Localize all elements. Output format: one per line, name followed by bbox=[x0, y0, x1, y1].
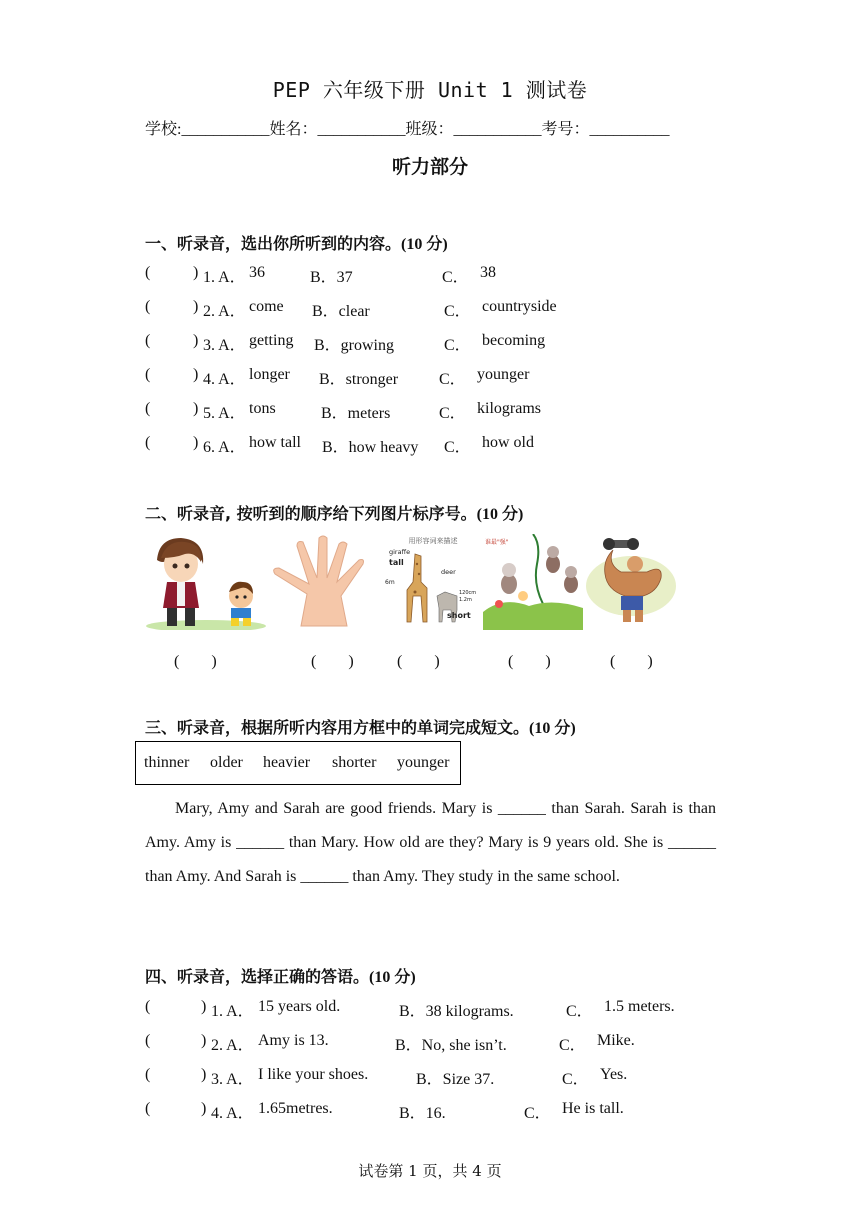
option-b: B．37 bbox=[310, 269, 353, 286]
option-a: 15 years old. bbox=[258, 998, 341, 1015]
option-a: getting bbox=[249, 332, 294, 349]
question-number: 6. A． bbox=[203, 439, 246, 456]
option-c: 1.5 meters. bbox=[604, 998, 675, 1015]
answer-paren-close: ) bbox=[193, 434, 199, 451]
height-120cm-label: 120cm bbox=[459, 590, 477, 596]
option-c-label: C． bbox=[444, 337, 471, 354]
section4-heading-text: 四、听录音，选择正确的答语。 bbox=[145, 967, 370, 986]
answer-paren-close: ) bbox=[193, 332, 199, 349]
picture-answer-2: ( ) bbox=[311, 653, 354, 670]
answer-paren-open: ( bbox=[145, 366, 151, 383]
option-a: how tall bbox=[249, 434, 301, 451]
option-b: B．No, she isn’t. bbox=[395, 1037, 507, 1054]
answer-paren-open: ( bbox=[145, 264, 151, 281]
deer-label: deer bbox=[441, 568, 456, 576]
giraffe-label: giraffe bbox=[389, 548, 411, 556]
picture-header-text: 用形容词来描述 bbox=[408, 537, 458, 545]
answer-paren-close: ) bbox=[201, 1066, 207, 1083]
option-b: B．38 kilograms. bbox=[399, 1003, 514, 1020]
option-c-label: C． bbox=[559, 1037, 586, 1054]
word-bank-box bbox=[135, 741, 461, 785]
option-a: Amy is 13. bbox=[258, 1032, 329, 1049]
option-c-label: C． bbox=[439, 405, 466, 422]
answer-paren-open: ( bbox=[145, 998, 151, 1015]
option-c-label: C． bbox=[524, 1105, 551, 1122]
section4-heading bbox=[145, 964, 416, 987]
option-c: countryside bbox=[482, 298, 557, 315]
tall-label: tall bbox=[389, 558, 404, 567]
option-b: B．stronger bbox=[319, 371, 399, 388]
answer-paren-close: ) bbox=[201, 1100, 207, 1117]
cloze-passage: Mary, Amy and Sarah are good friends. Mary is ______ than Sarah. Sarah is than Amy. Amy is ______ than Mary. How old are they? Mary is 9 years old. She is ______ than Amy. And Sarah is ______ than Amy. They study in the same school. bbox=[145, 800, 716, 885]
answer-paren-close: ) bbox=[193, 400, 199, 417]
question-number: 1. A． bbox=[211, 1003, 254, 1020]
option-b: B．meters bbox=[321, 405, 391, 422]
option-c: younger bbox=[477, 366, 530, 383]
tall-boy-and-kid-image bbox=[145, 534, 267, 630]
section1-points: (10 分) bbox=[401, 236, 448, 253]
option-c: how old bbox=[482, 434, 534, 451]
question-number: 1. A． bbox=[203, 269, 246, 286]
question-number: 3. A． bbox=[211, 1071, 254, 1088]
answer-paren-open: ( bbox=[145, 332, 151, 349]
monkeys-image bbox=[483, 534, 583, 630]
option-a: I like your shoes. bbox=[258, 1066, 369, 1083]
option-a: 1.65metres. bbox=[258, 1100, 333, 1117]
option-c: Yes. bbox=[600, 1066, 628, 1083]
option-c-label: C． bbox=[566, 1003, 593, 1020]
section3-points: (10 分) bbox=[529, 720, 576, 737]
word-bank-item: shorter bbox=[332, 754, 377, 771]
six-meter-label: 6m bbox=[385, 579, 395, 586]
question-number: 4. A． bbox=[211, 1105, 254, 1122]
section3-heading bbox=[145, 715, 576, 738]
question-number: 2. A． bbox=[203, 303, 246, 320]
word-bank-item: older bbox=[210, 754, 243, 771]
section4-points: (10 分) bbox=[369, 969, 416, 986]
answer-paren-open: ( bbox=[145, 1100, 151, 1117]
section1-heading bbox=[145, 231, 448, 254]
picture-answer-4: ( ) bbox=[508, 653, 551, 670]
student-info-line: 学校:___________姓名：___________班级：___________考号：__________ bbox=[145, 121, 670, 138]
picture-row bbox=[145, 534, 685, 632]
section3-heading-text: 三、听录音，根据所听内容用方框中的单词完成短文。 bbox=[145, 718, 530, 737]
option-c-label: C． bbox=[439, 371, 466, 388]
picture-caption: 谁最"强" bbox=[485, 539, 509, 546]
answer-paren-open: ( bbox=[145, 400, 151, 417]
word-bank-item: heavier bbox=[263, 754, 311, 771]
option-c: Mike. bbox=[597, 1032, 635, 1049]
section2-heading-text: 二、听录音, 按听到的顺序给下列图片标序号。 bbox=[145, 504, 477, 523]
hand-image bbox=[267, 534, 381, 630]
picture-answer-1: ( ) bbox=[174, 653, 217, 670]
option-c-label: C． bbox=[444, 439, 471, 456]
answer-paren-close: ) bbox=[193, 298, 199, 315]
answer-paren-close: ) bbox=[193, 366, 199, 383]
question-number: 3. A． bbox=[203, 337, 246, 354]
section2-heading bbox=[145, 501, 523, 524]
answer-paren-close: ) bbox=[201, 1032, 207, 1049]
section2-points: (10 分) bbox=[476, 506, 524, 523]
section1-heading-text: 一、听录音，选出你所听到的内容。 bbox=[145, 234, 402, 253]
option-c-label: C． bbox=[562, 1071, 589, 1088]
option-a: tons bbox=[249, 400, 276, 417]
question-number: 5. A． bbox=[203, 405, 246, 422]
answer-paren-open: ( bbox=[145, 298, 151, 315]
word-bank-item: younger bbox=[397, 754, 450, 771]
option-b: B．16. bbox=[399, 1105, 446, 1122]
option-c-label: C． bbox=[444, 303, 471, 320]
answer-paren-open: ( bbox=[145, 434, 151, 451]
option-b: B．how heavy bbox=[322, 439, 419, 456]
answer-paren-open: ( bbox=[145, 1066, 151, 1083]
word-bank-item: thinner bbox=[144, 754, 190, 771]
option-a: come bbox=[249, 298, 284, 315]
height-1-2m-label: 1.2m bbox=[459, 597, 472, 603]
short-label: short bbox=[447, 611, 471, 620]
question-number: 4. A． bbox=[203, 371, 246, 388]
option-b: B．clear bbox=[312, 303, 370, 320]
option-c: He is tall. bbox=[562, 1100, 624, 1117]
giraffe-and-deer-image bbox=[385, 534, 481, 630]
option-c-label: C． bbox=[442, 269, 469, 286]
option-b: B．Size 37. bbox=[416, 1071, 495, 1088]
picture-answer-3: ( ) bbox=[397, 653, 440, 670]
option-c: kilograms bbox=[477, 400, 541, 417]
option-c: 38 bbox=[480, 264, 496, 281]
picture-answer-5: ( ) bbox=[610, 653, 653, 670]
option-c: becoming bbox=[482, 332, 546, 349]
option-b: B．growing bbox=[314, 337, 395, 354]
strong-man-image bbox=[585, 534, 677, 630]
option-a: 36 bbox=[249, 264, 265, 281]
picture-answer-row bbox=[0, 648, 860, 670]
question-number: 2. A． bbox=[211, 1037, 254, 1054]
answer-paren-close: ) bbox=[201, 998, 207, 1015]
section-subtitle: 听力部分 bbox=[391, 156, 468, 178]
answer-paren-close: ) bbox=[193, 264, 199, 281]
answer-paren-open: ( bbox=[145, 1032, 151, 1049]
page-title: PEP 六年级下册 Unit 1 测试卷 bbox=[272, 78, 588, 102]
option-a: longer bbox=[249, 366, 290, 383]
page-footer: 试卷第 1 页，共 4 页 bbox=[358, 1162, 502, 1180]
